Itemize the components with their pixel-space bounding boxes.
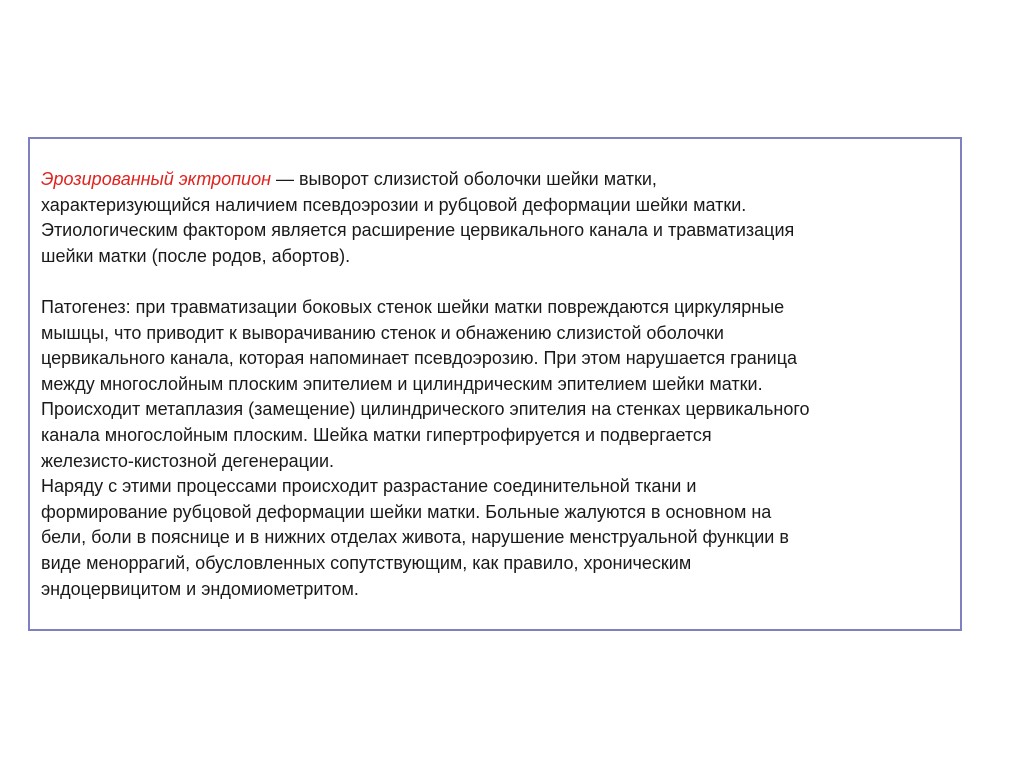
pathogenesis-line: мышцы, что приводит к выворачиванию стенок и обнажению слизистой оболочки bbox=[41, 322, 724, 343]
pathogenesis-line: Патогенез: при травматизации боковых стенок шейки матки повреждаются циркулярные bbox=[41, 296, 785, 317]
definition-line bbox=[41, 167, 950, 193]
definition-line: шейки матки (после родов, абортов). bbox=[41, 245, 351, 266]
pathogenesis-line: цервикального канала, которая напоминает псевдоэрозию. При этом нарушается граница bbox=[41, 348, 798, 369]
term-highlight: Эрозированный эктропион bbox=[41, 169, 271, 189]
text-box bbox=[28, 137, 962, 631]
paragraph-gap bbox=[41, 269, 950, 295]
definition-text: — выворот слизистой оболочки шейки матки, bbox=[270, 169, 657, 189]
definition-paragraph bbox=[41, 167, 950, 269]
symptoms-line: формирование рубцовой деформации шейки матки. Больные жалуются в основном на bbox=[41, 501, 772, 522]
pathogenesis-line: Происходит метаплазия (замещение) цилиндрического эпителия на стенках цервикального bbox=[41, 399, 810, 420]
pathogenesis-line: между многослойным плоским эпителием и цилиндрическим эпителием шейки матки. bbox=[41, 373, 763, 394]
symptoms-line: Наряду с этими процессами происходит разрастание соединительной ткани и bbox=[41, 476, 697, 497]
pathogenesis-line: железисто-кистозной дегенерации. bbox=[41, 450, 335, 471]
definition-line: характеризующийся наличием псевдоэрозии и рубцовой деформации шейки матки. bbox=[41, 194, 747, 215]
pathogenesis-line: канала многослойным плоским. Шейка матки гипертрофируется и подвергается bbox=[41, 424, 712, 445]
symptoms-line: эндоцервицитом и эндомиометритом. bbox=[41, 578, 359, 599]
symptoms-line: бели, боли в пояснице и в нижних отделах живота, нарушение менструальной функции в bbox=[41, 527, 789, 548]
symptoms-paragraph bbox=[41, 474, 950, 602]
pathogenesis-paragraph bbox=[41, 295, 950, 474]
definition-line: Этиологическим фактором является расширение цервикального канала и травматизация bbox=[41, 220, 795, 241]
symptoms-line: виде меноррагий, обусловленных сопутствующим, как правило, хроническим bbox=[41, 552, 692, 573]
